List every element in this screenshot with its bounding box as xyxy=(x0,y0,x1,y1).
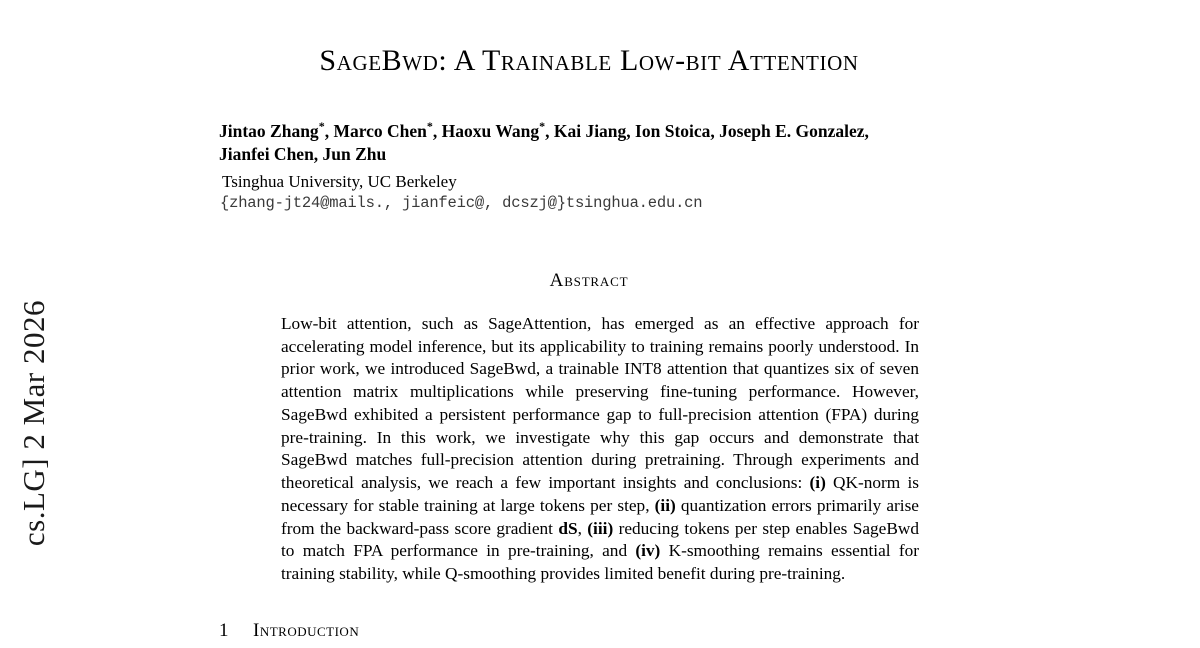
contact-emails: {zhang-jt24@mails., jianfeic@, dcszj@}tsinghua.edu.cn xyxy=(220,194,703,213)
affiliation: Tsinghua University, UC Berkeley xyxy=(222,172,457,192)
abstract-text: Low-bit attention, such as SageAttention, has emerged as an effective approach for accelerating model inference, but its applicability to training remains poorly understood. In prior work, we introduced SageBwd, a trainable INT8 attention that quantizes six of seven attention matrix multiplications while preserving fine-tuning performance. However, SageBwd exhibited a persistent performance gap to full-precision attention (FPA) during pre-training. In this work, we investigate why this gap occurs and demonstrate that SageBwd matches full-precision attention during pretraining. Through experiments and theoretical analysis, we reach a few important insights and conclusions: (i) QK-norm is necessary for stable training at large tokens per step, (ii) quantization errors primarily arise from the backward-pass score gradient dS, (iii) reducing tokens per step enables SageBwd to match FPA performance in pre-training, and (iv) K-smoothing remains essential for training stability, while Q-smoothing provides limited benefit during pre-training. xyxy=(281,314,919,584)
abstract-heading: Abstract xyxy=(549,270,629,292)
arxiv-identifier-stamp: cs.LG] 2 Mar 2026 xyxy=(16,300,51,547)
author-line-2: Jianfei Chen, Jun Zhu xyxy=(219,143,387,164)
author-line-1: Jintao Zhang*, Marco Chen*, Haoxu Wang*, Kai Jiang, Ion Stoica, Joseph E. Gonzalez, xyxy=(219,119,869,141)
section-title: Introduction xyxy=(253,619,360,641)
author-list xyxy=(219,119,959,166)
page-title: SageBwd: A Trainable Low-bit Attention xyxy=(319,44,859,77)
section-heading-introduction xyxy=(219,620,959,642)
paper-content xyxy=(219,0,959,642)
section-number: 1 xyxy=(219,619,229,641)
